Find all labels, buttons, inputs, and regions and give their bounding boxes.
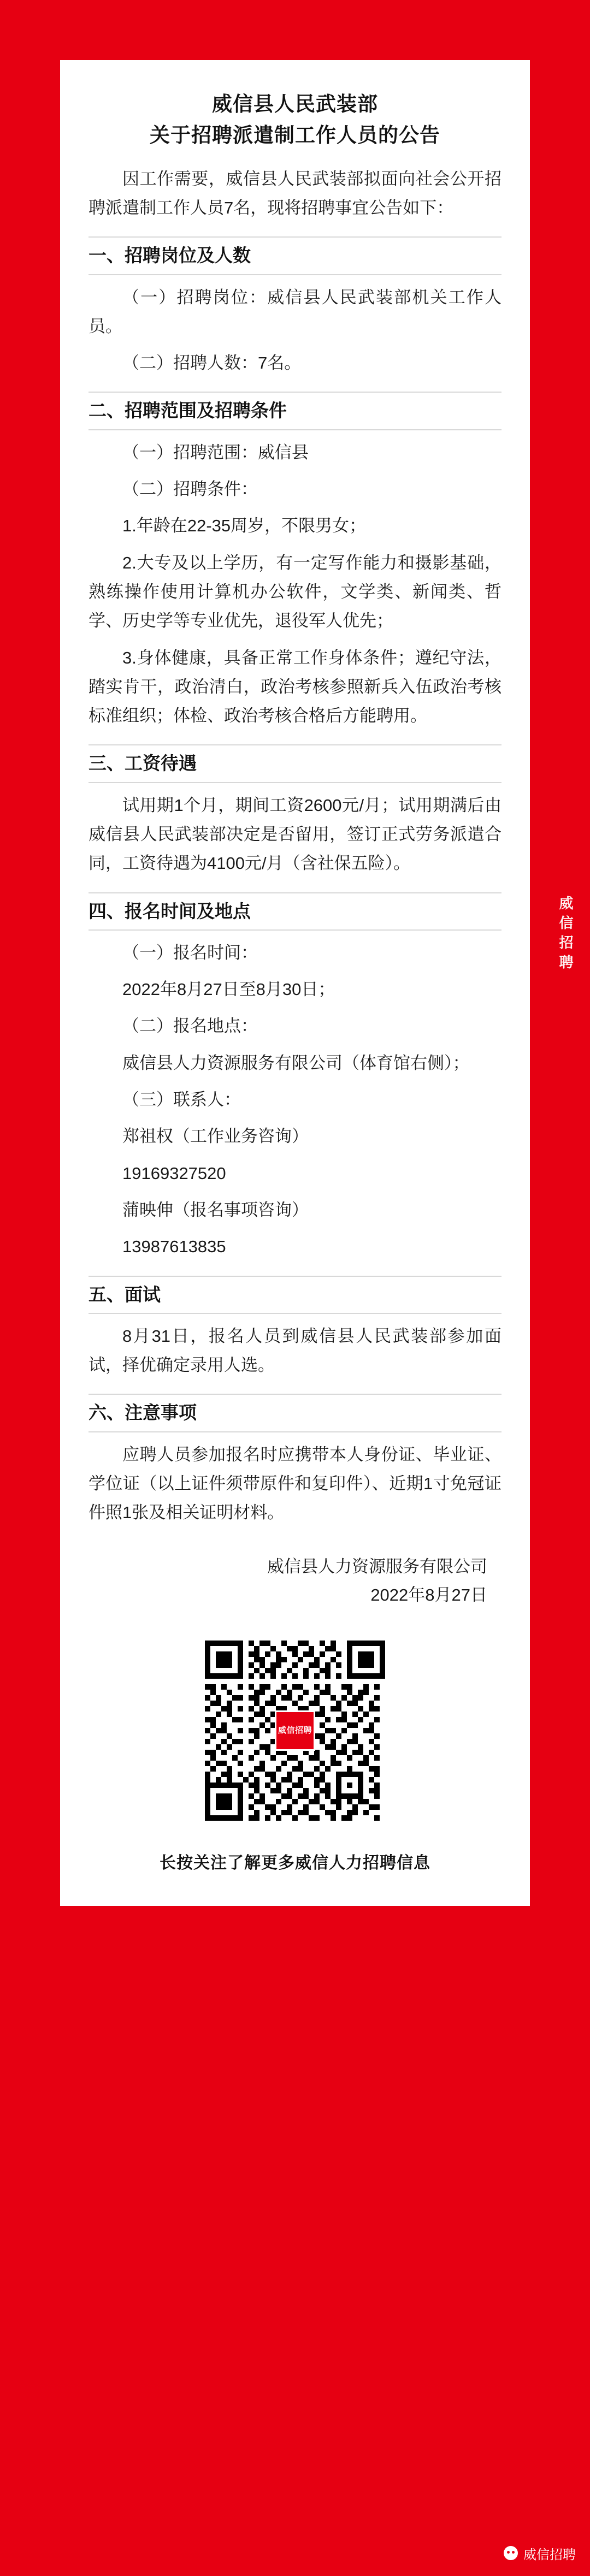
section-5-paragraph-1: 8月31日，报名人员到威信县人民武装部参加面试，择优确定录用人选。: [88, 1326, 502, 1375]
announcement-card: [60, 60, 530, 1906]
section-heading-6: 六、注意事项: [88, 1394, 502, 1432]
qr-center-logo: [275, 1710, 315, 1751]
section-1-paragraph-2: （二）招聘人数：7名。: [122, 353, 302, 373]
title-line-1: 威信县人民武装部: [212, 93, 378, 115]
contact-person-1: 郑祖权（工作业务咨询）: [122, 1127, 309, 1146]
section-heading-5: 五、面试: [88, 1276, 502, 1314]
section-3-paragraph-1: 试用期1个月，期间工资2600元/月；试用期满后由威信县人民武装部决定是否留用，签订正式劳务派遣合同，工资待遇为4100元/月（含社保五险）。: [88, 795, 502, 873]
section-heading-2: 二、招聘范围及招聘条件: [88, 392, 502, 430]
contact-person-2: 蒲映伸（报名事项咨询）: [122, 1200, 309, 1219]
intro-paragraph: 因工作需要，威信县人民武装部拟面向社会公开招聘派遣制工作人员7名，现将招聘事宜公告如下：: [88, 169, 502, 217]
contact-phone-1: 19169327520: [122, 1163, 226, 1183]
signature-organization: 威信县人力资源服务有限公司: [267, 1556, 487, 1576]
section-6-paragraph-1: 应聘人员参加报名时应携带本人身份证、毕业证、学位证（以上证件须带原件和复印件）、近期1寸免冠证件照1张及相关证明材料。: [88, 1444, 502, 1523]
section-2-paragraph-1: （一）招聘范围：威信县: [122, 442, 309, 462]
section-4-paragraph-3: （二）报名地点：: [122, 1016, 258, 1036]
section-4-paragraph-1: （一）报名时间：: [122, 943, 258, 962]
section-2-paragraph-4: 2.大专及以上学历，有一定写作能力和摄影基础，熟练操作使用计算机办公软件，文学类、新闻类、哲学、历史学等专业优先，退役军人优先；: [88, 553, 502, 631]
contact-phone-2: 13987613835: [122, 1237, 226, 1257]
title-line-2: 关于招聘派遣制工作人员的公告: [150, 124, 440, 147]
page-title: [88, 88, 502, 151]
side-vertical-label: 威信招聘: [557, 896, 574, 974]
section-2-paragraph-3: 1.年龄在22-35周岁，不限男女；: [122, 516, 367, 536]
signature-block: [88, 1553, 502, 1610]
section-4-paragraph-5: （三）联系人：: [122, 1090, 241, 1109]
footer-account-name: 威信招聘: [523, 2547, 576, 2562]
section-2-paragraph-5: 3.身体健康，具备正常工作身体条件；遵纪守法，踏实肯干，政治清白，政治考核参照新兵入伍政治考核标准组织；体检、政治考核合格后方能聘用。: [88, 648, 502, 726]
section-heading-1: 一、招聘岗位及人数: [88, 236, 502, 275]
signature-date: 2022年8月27日: [370, 1585, 487, 1605]
wechat-icon: [504, 2546, 518, 2560]
footer-bar: [0, 2530, 590, 2576]
wechat-account-badge[interactable]: [504, 2544, 576, 2563]
qr-code-image[interactable]: [205, 1641, 385, 1821]
section-1-paragraph-1: （一）招聘岗位：威信县人民武装部机关工作人员。: [88, 287, 502, 336]
section-4-paragraph-4: 威信县人力资源服务有限公司（体育馆右侧）；: [122, 1053, 470, 1073]
qr-caption: 长按关注了解更多威信人力招聘信息: [160, 1853, 430, 1872]
section-heading-3: 三、工资待遇: [88, 744, 502, 783]
section-2-paragraph-2: （二）招聘条件：: [122, 479, 258, 499]
section-heading-4: 四、报名时间及地点: [88, 892, 502, 931]
qr-code-section: [88, 1641, 502, 1821]
qr-center-label: 威信招聘: [276, 1712, 314, 1749]
section-4-paragraph-2: 2022年8月27日至8月30日；: [122, 980, 335, 999]
